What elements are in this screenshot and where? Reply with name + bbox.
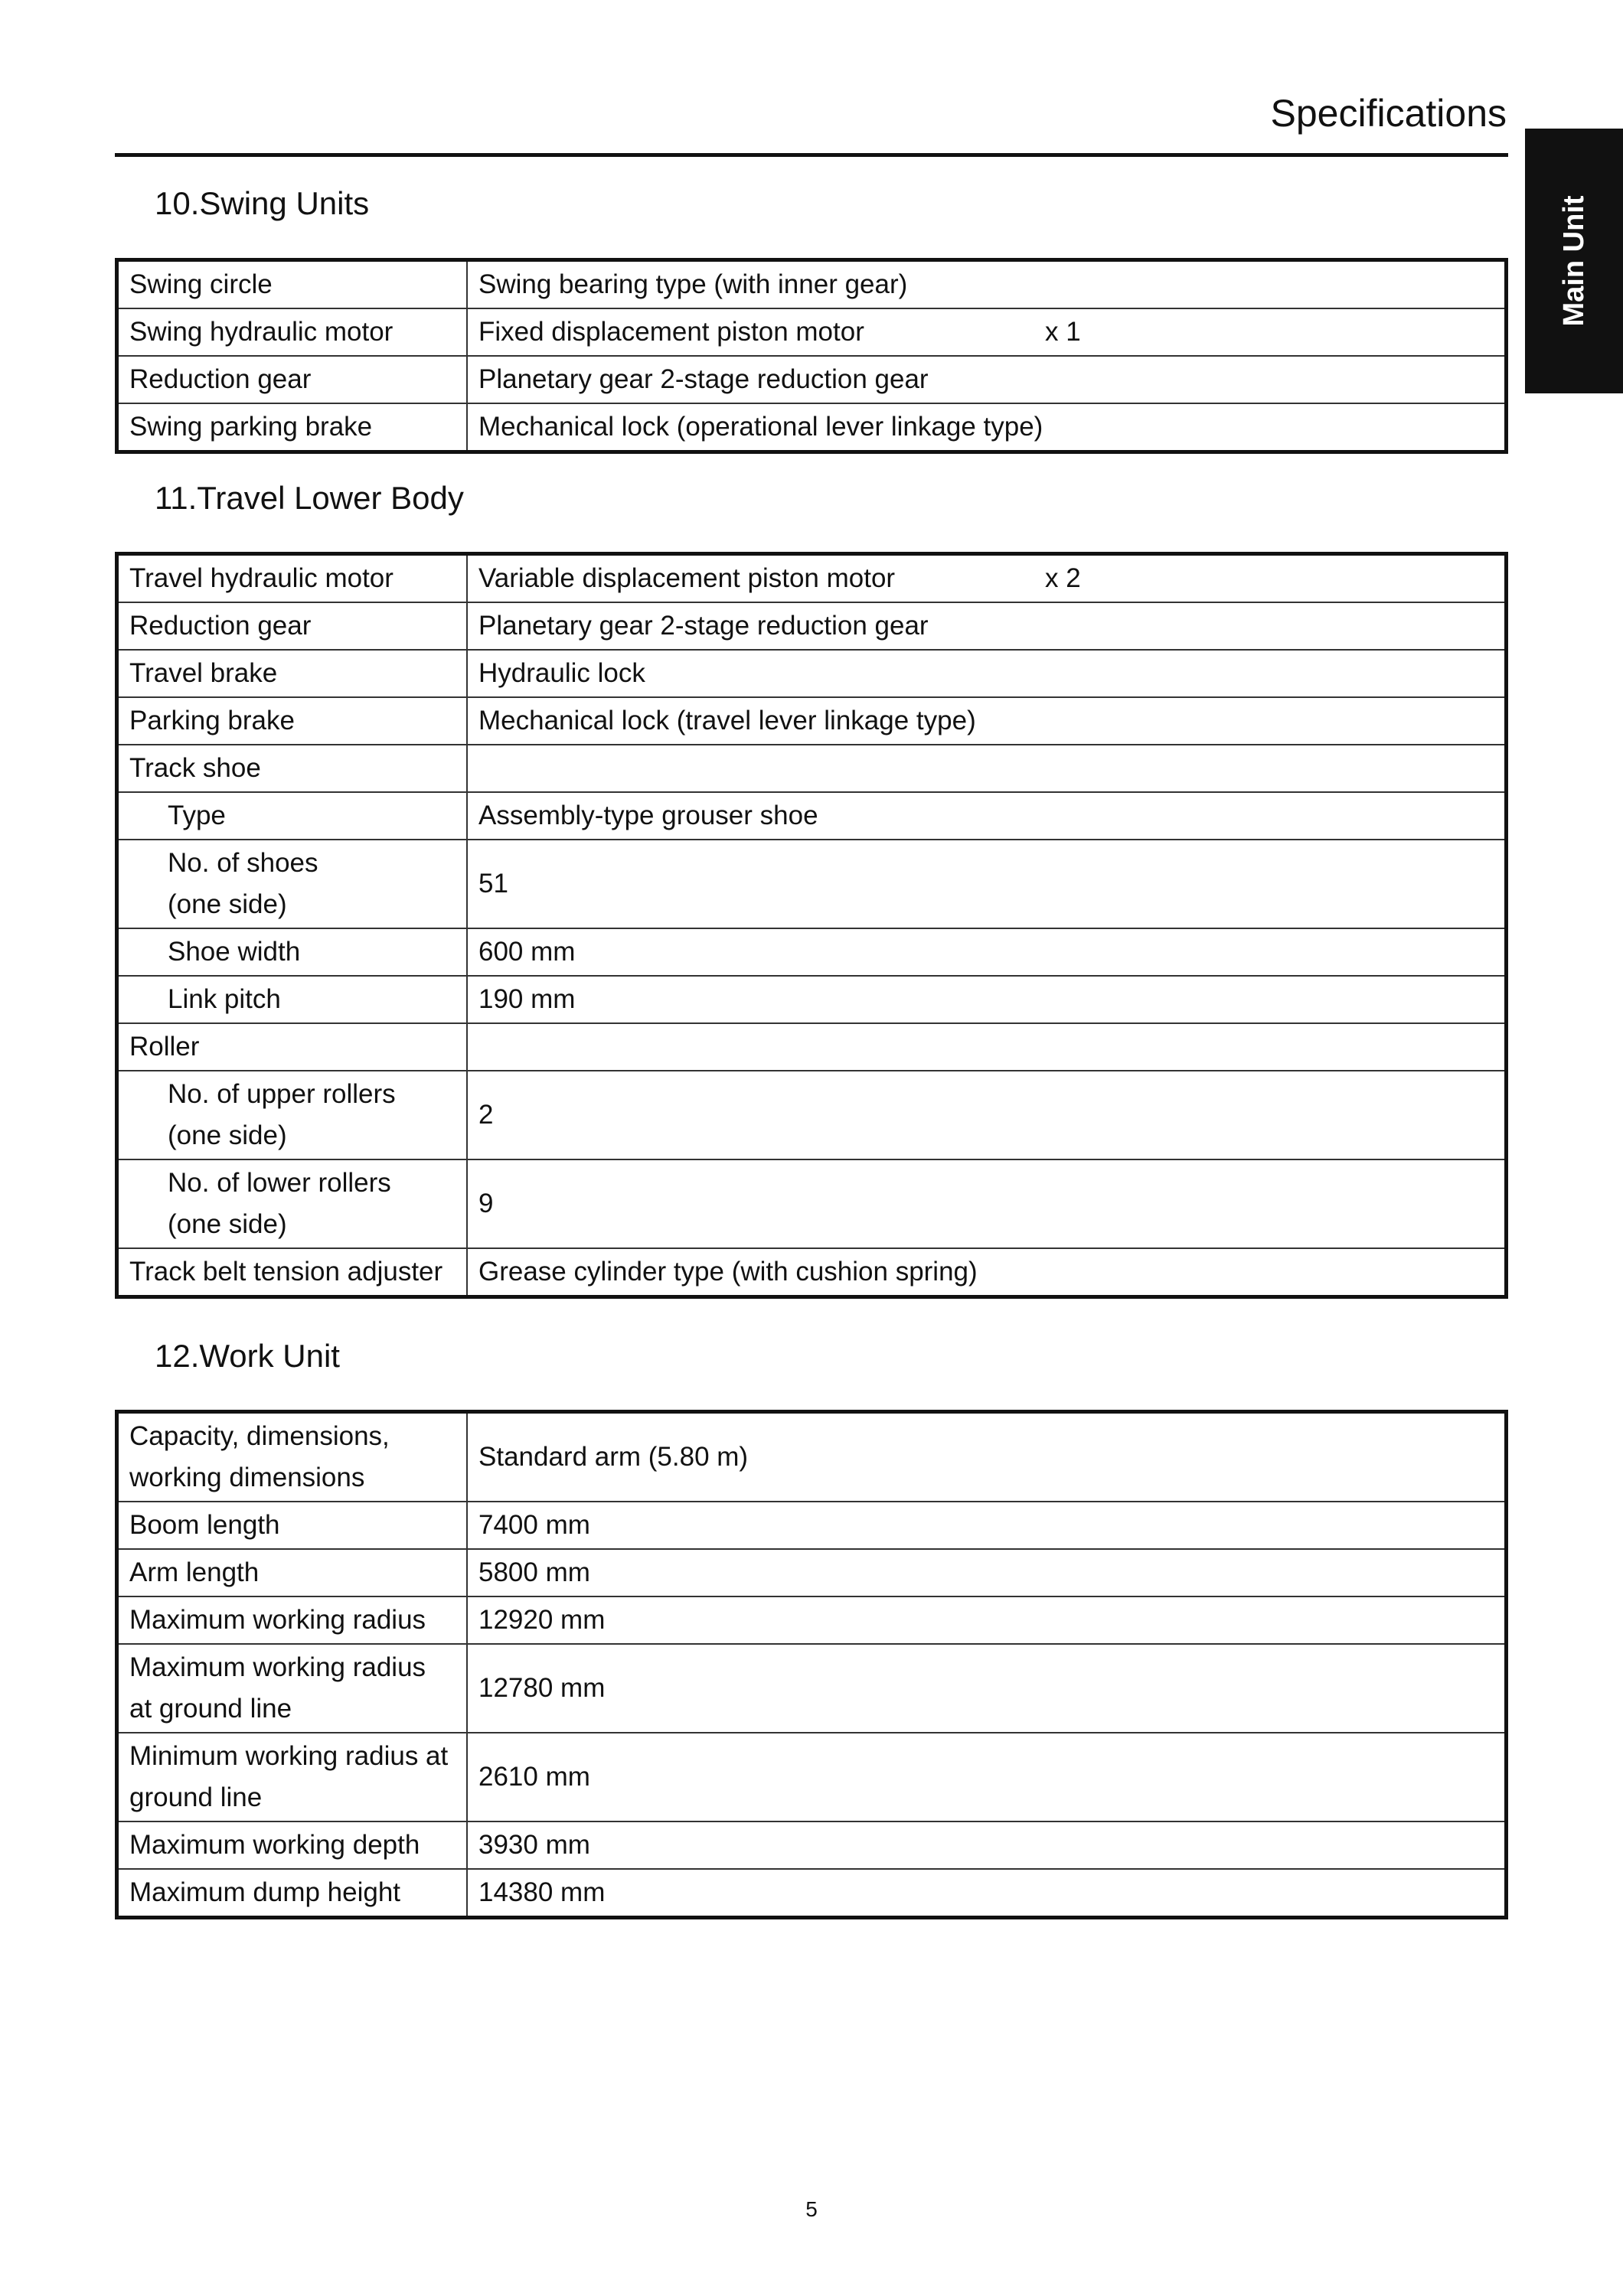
row-value: [467, 1023, 1507, 1071]
table-row: [117, 1248, 1507, 1297]
row-label: Maximum working radius: [117, 1596, 468, 1644]
table-row: [117, 792, 1507, 840]
row-label: Roller: [117, 1023, 468, 1071]
row-label: Maximum dump height: [117, 1869, 468, 1918]
side-tab: [1525, 129, 1623, 393]
row-value: 51: [467, 840, 1507, 928]
row-label: [117, 840, 468, 928]
row-label: Boom length: [117, 1502, 468, 1549]
table-row: [117, 1821, 1507, 1869]
row-label: Maximum working depth: [117, 1821, 468, 1869]
row-value: 5800 mm: [467, 1549, 1507, 1596]
row-value: Swing bearing type (with inner gear): [467, 260, 1507, 309]
table-row: [117, 745, 1507, 792]
row-value: 7400 mm: [467, 1502, 1507, 1549]
row-label-line: Minimum working radius at: [129, 1741, 449, 1771]
row-label: Parking brake: [117, 697, 468, 745]
table-row: [117, 928, 1507, 976]
header-rule: [115, 153, 1508, 157]
row-label: Link pitch: [117, 976, 468, 1023]
row-value-note: x 1: [1045, 317, 1081, 347]
row-label-line: at ground line: [129, 1694, 292, 1724]
section-heading-work-unit: 12.Work Unit: [155, 1338, 340, 1374]
row-label-line: No. of upper rollers: [168, 1079, 396, 1109]
page-number: 5: [805, 2197, 818, 2221]
row-value: 12920 mm: [467, 1596, 1507, 1644]
row-value-text: Variable displacement piston motor: [478, 563, 896, 593]
row-label: [117, 1071, 468, 1159]
row-value: Grease cylinder type (with cushion spring): [467, 1248, 1507, 1297]
row-label-line: No. of shoes: [168, 848, 318, 878]
row-value: 9: [467, 1159, 1507, 1248]
table-row: [117, 1869, 1507, 1918]
table-row: [117, 1502, 1507, 1549]
row-label: [117, 1159, 468, 1248]
row-label: Swing circle: [117, 260, 468, 309]
table-row: [117, 403, 1507, 452]
table-row: [117, 602, 1507, 650]
row-label: Travel hydraulic motor: [117, 554, 468, 603]
row-label: Arm length: [117, 1549, 468, 1596]
row-value: Hydraulic lock: [467, 650, 1507, 697]
table-row: [117, 1071, 1507, 1159]
row-value-note: x 2: [1045, 563, 1081, 593]
row-label-line: Capacity, dimensions,: [129, 1421, 390, 1451]
table-row: [117, 554, 1507, 603]
row-value: 12780 mm: [467, 1644, 1507, 1733]
row-label-line: (one side): [168, 1209, 287, 1239]
row-value: 2: [467, 1071, 1507, 1159]
row-value: [467, 308, 1507, 356]
row-label: Reduction gear: [117, 356, 468, 403]
table-row: [117, 260, 1507, 309]
section-heading-swing-units: 10.Swing Units: [155, 185, 370, 221]
row-label: [117, 1644, 468, 1733]
table-row: [117, 1733, 1507, 1821]
row-value: Assembly-type grouser shoe: [467, 792, 1507, 840]
swing-units-table: [115, 258, 1508, 454]
row-value: 600 mm: [467, 928, 1507, 976]
row-value: [467, 745, 1507, 792]
page-header-title: Specifications: [1270, 92, 1507, 135]
table-row: [117, 356, 1507, 403]
row-value: [467, 554, 1507, 603]
table-row: [117, 308, 1507, 356]
row-label-line: Maximum working radius: [129, 1652, 426, 1682]
row-value: 2610 mm: [467, 1733, 1507, 1821]
table-row: [117, 1412, 1507, 1502]
row-value: 3930 mm: [467, 1821, 1507, 1869]
row-label-line: (one side): [168, 889, 287, 919]
table-row: [117, 976, 1507, 1023]
work-unit-table: [115, 1410, 1508, 1919]
row-value-text: Fixed displacement piston motor: [478, 317, 864, 347]
row-value: 190 mm: [467, 976, 1507, 1023]
row-label-line: working dimensions: [129, 1463, 365, 1492]
section-heading-travel-lower-body: 11.Travel Lower Body: [155, 480, 464, 516]
row-label-line: No. of lower rollers: [168, 1168, 391, 1198]
row-label: [117, 1733, 468, 1821]
row-label: Swing hydraulic motor: [117, 308, 468, 356]
row-label: Shoe width: [117, 928, 468, 976]
row-value: 14380 mm: [467, 1869, 1507, 1918]
row-value: Planetary gear 2-stage reduction gear: [467, 602, 1507, 650]
table-row: [117, 1644, 1507, 1733]
table-row: [117, 1596, 1507, 1644]
side-tab-label: Main Unit: [1558, 195, 1590, 327]
row-label: Reduction gear: [117, 602, 468, 650]
row-label: Type: [117, 792, 468, 840]
row-label: [117, 1412, 468, 1502]
row-label-line: (one side): [168, 1120, 287, 1150]
table-row: [117, 1159, 1507, 1248]
table-row: [117, 697, 1507, 745]
row-value: Mechanical lock (travel lever linkage type): [467, 697, 1507, 745]
table-row: [117, 650, 1507, 697]
table-row: [117, 1549, 1507, 1596]
table-row: [117, 840, 1507, 928]
row-value: Mechanical lock (operational lever linkage type): [467, 403, 1507, 452]
row-label: Travel brake: [117, 650, 468, 697]
row-value: Standard arm (5.80 m): [467, 1412, 1507, 1502]
row-label: Track belt tension adjuster: [117, 1248, 468, 1297]
row-label-line: ground line: [129, 1782, 263, 1812]
row-value: Planetary gear 2-stage reduction gear: [467, 356, 1507, 403]
table-row: [117, 1023, 1507, 1071]
travel-lower-body-table: [115, 552, 1508, 1299]
row-label: Swing parking brake: [117, 403, 468, 452]
row-label: Track shoe: [117, 745, 468, 792]
